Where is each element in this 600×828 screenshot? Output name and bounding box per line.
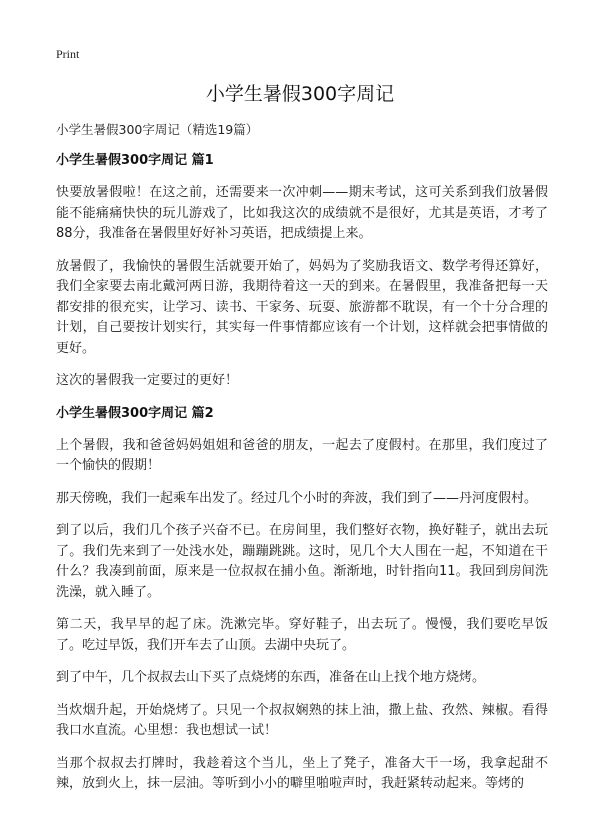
paragraph: 到了以后，我们几个孩子兴奋不已。在房间里，我们整好衣物，换好鞋子，就出去玩了。我们先来到了一处浅水处，蹦蹦跳跳。这时，见几个大人围在一起，不知道在干什么？我凑到前面，原来是一位叔叔在捕小鱼。渐渐地，时针指向11。我回到房间洗洗澡，就入睡了。 — [56, 523, 548, 600]
section-heading-1: 小学生暑假300字周记 篇1 — [56, 153, 214, 168]
paragraph: 上个暑假，我和爸爸妈妈姐姐和爸爸的朋友，一起去了度假村。在那里，我们度过了一个愉快的假期！ — [56, 437, 548, 473]
paragraph: 快要放暑假啦！在这之前，还需要来一次冲刺——期末考试，这可关系到我们放暑假能不能痛痛快快的玩儿游戏了，比如我这次的成绩就不是很好，尤其是英语，才考了88分，我准备在暑假里好好补习英语，把成绩提上来。 — [56, 185, 548, 241]
paragraph: 当炊烟升起，开始烧烤了。只见一个叔叔娴熟的抹上油，撒上盐、孜然、辣椒。看得我口水直流。心里想：我也想试一试！ — [56, 702, 548, 738]
paragraph: 放暑假了，我愉快的暑假生活就要开始了，妈妈为了奖励我语文、数学考得还算好，我们全家要去南北戴河两日游，我期待着这一天的到来。在暑假里，我准备把每一天都安排的很充实，让学习、读书、干家务、玩耍、旅游都不耽误，有一个十分合理的计划，自己要按计划实行，其实每一件事情都应该有一个计划，这样就会把事情做的更好。 — [56, 258, 548, 356]
paragraph: 到了中午，几个叔叔去山下买了点烧烤的东西，准备在山上找个地方烧烤。 — [56, 670, 486, 685]
page-title: 小学生暑假300字周记 — [205, 83, 395, 105]
article-body — [56, 120, 548, 807]
print-link[interactable]: Print — [56, 47, 80, 61]
paragraph: 当那个叔叔去打牌时，我趁着这个当儿，坐上了凳子，准备大干一场，我拿起甜不辣，放到火上，抹一层油。等听到小小的噼里啪啦声时，我赶紧转动起来。等烤的 — [56, 755, 548, 791]
section-heading-2: 小学生暑假300字周记 篇2 — [56, 405, 214, 421]
paragraph: 第二天，我早早的起了床。洗漱完毕。穿好鞋子，出去玩了。慢慢，我们要吃早饭了。吃过早饭，我们开车去了山顶。去湖中央玩了。 — [56, 617, 548, 653]
paragraph: 那天傍晚，我们一起乘车出发了。经过几个小时的奔波，我们到了——丹河度假村。 — [56, 490, 538, 506]
paragraph: 这次的暑假我一定要过的更好！ — [56, 373, 239, 388]
article-subtitle: 小学生暑假300字周记（精选19篇） — [56, 122, 259, 137]
